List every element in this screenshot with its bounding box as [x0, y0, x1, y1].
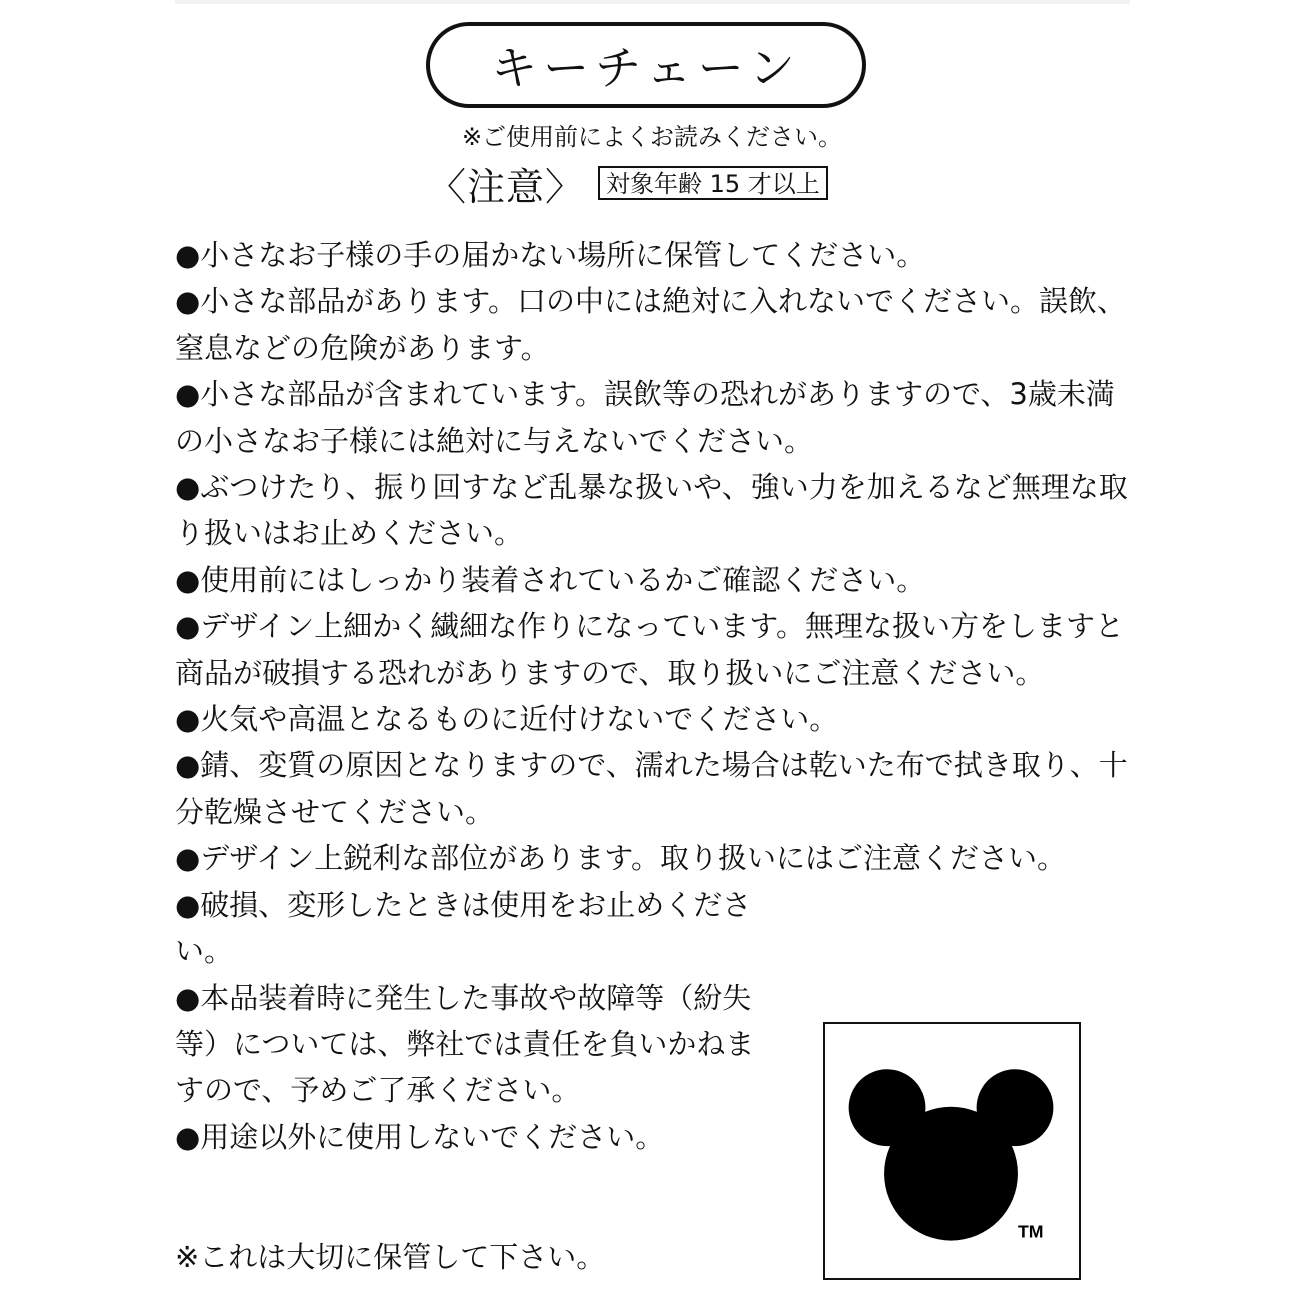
read-before-use-note: ※ご使用前によくお読みください。: [461, 123, 843, 151]
caution-item: ●小さなお子様の手の届かない場所に保管してください。: [175, 238, 926, 272]
caution-item: ●錆、変質の原因となりますので、濡れた場合は乾いた布で拭き取り、十分乾燥させてください。: [175, 748, 1128, 829]
caution-item: ●小さな部品があります。口の中には絶対に入れないでください。誤飲、窒息などの危険があります。: [175, 284, 1126, 365]
caution-item: ●本品装着時に発生した事故や故障等（紛失等）については、弊社では責任を負いかねますので、予めご了承ください。: [175, 980, 755, 1108]
logo-box: [823, 1022, 1081, 1280]
caution-item: ●ぶつけたり、振り回すなど乱暴な扱いや、強い力を加えるなど無理な取り扱いはお止めください。: [175, 470, 1128, 551]
product-title: キーチェーン: [426, 22, 866, 108]
caution-item: ●デザイン上鋭利な部位があります。取り扱いにはご注意ください。: [175, 841, 1066, 876]
caution-row: [428, 154, 828, 212]
caution-list: [175, 232, 1135, 1160]
caution-heading: 〈注意〉: [428, 164, 585, 209]
top-rule: [175, 0, 1130, 4]
age-label: 対象年齢 15 才以上: [598, 166, 828, 200]
caution-item: ●用途以外に使用しないでください。: [175, 1119, 665, 1154]
caution-item: ●デザイン上細かく繊細な作りになっています。無理な扱い方をしますと商品が破損する恐れがありますので、取り扱いにご注意ください。: [175, 609, 1124, 690]
mickey-head-icon: [825, 1024, 1079, 1278]
trademark-mark: TM: [1017, 1221, 1044, 1242]
caution-item: ●小さな部品が含まれています。誤飲等の恐れがありますので、3歳未満の小さなお子様には絶対に与えないでください。: [175, 377, 1115, 458]
caution-item: ●使用前にはしっかり装着されているかご確認ください。: [175, 562, 926, 597]
caution-item: ●火気や高温となるものに近付けないでください。: [175, 702, 839, 737]
footer-note: ※これは大切に保管して下さい。: [175, 1240, 606, 1274]
caution-item: ●破損、変形したときは使用をお止めください。: [175, 887, 752, 969]
